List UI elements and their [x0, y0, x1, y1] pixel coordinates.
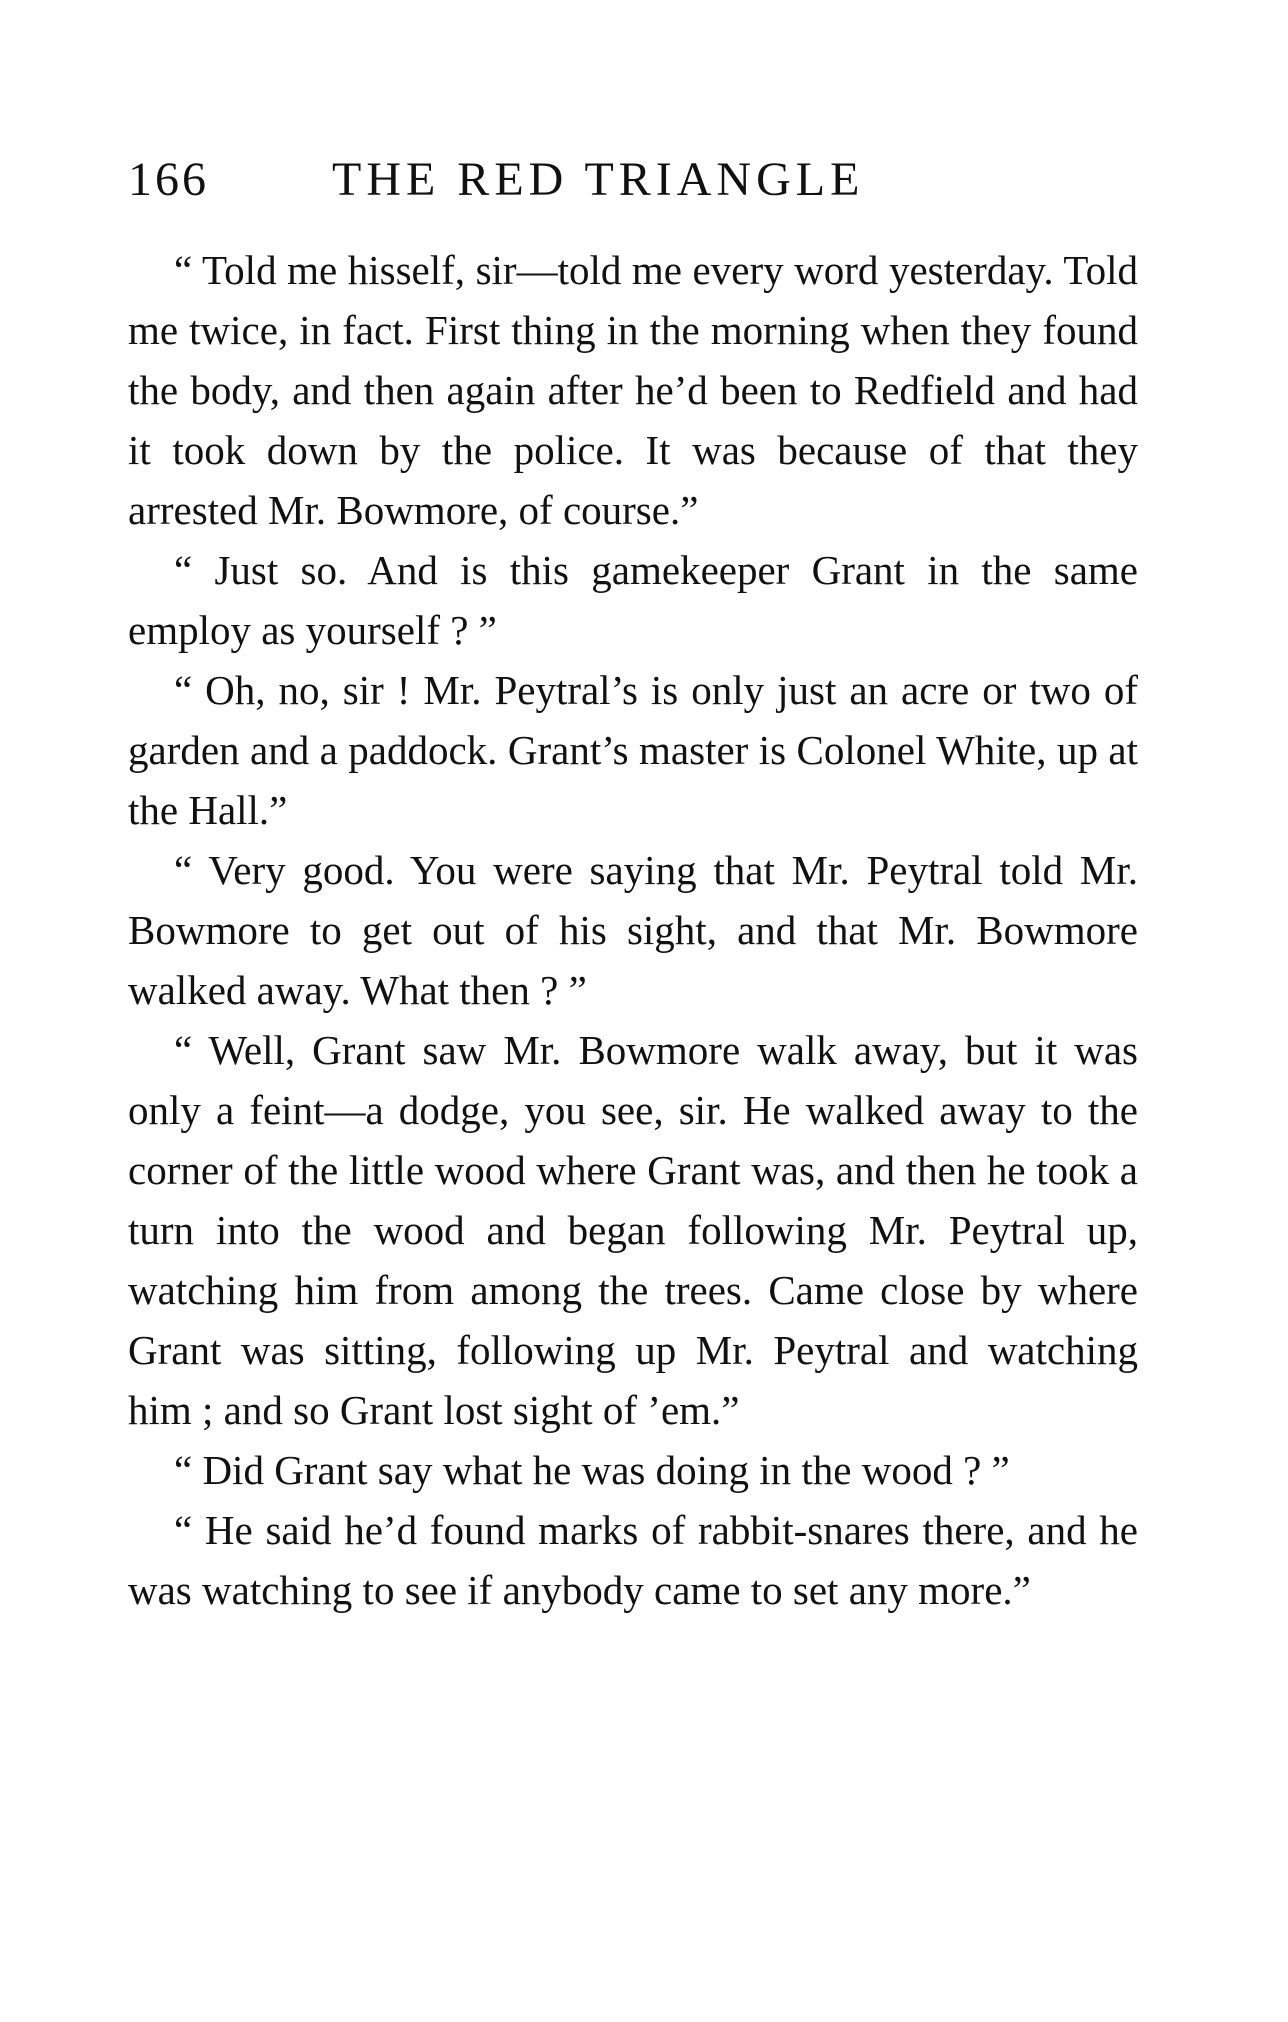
paragraph: “ Just so. And is this gamekeeper Grant in the same employ as yourself ? ”: [128, 547, 1138, 653]
page-header: [128, 150, 1138, 210]
paragraph: “ Well, Grant saw Mr. Bowmore walk away, but it was only a feint—a dodge, you see, sir. He walked away to the corner of the little wood where Grant was, and then he took a turn into the wood and began following Mr. Peytral up, watching him from among the trees. Came close by where Grant was sitting, following up Mr. Peytral and watching him ; and so Grant lost sight of ’em.”: [128, 1027, 1138, 1433]
paragraph: “ Very good. You were saying that Mr. Peytral told Mr. Bowmore to get out of his sight, and that Mr. Bowmore walked away. What then ? ”: [128, 847, 1138, 1013]
paragraph: “ Oh, no, sir ! Mr. Peytral’s is only just an acre or two of garden and a paddock. Grant’s master is Colonel White, up at the Hall.”: [128, 667, 1138, 833]
body-text: [128, 240, 1138, 1620]
paragraph: “ He said he’d found marks of rabbit-snares there, and he was watching to see if anybody came to set any more.”: [128, 1507, 1138, 1613]
running-title: THE RED TRIANGLE: [332, 153, 865, 206]
page-number: 166: [128, 153, 209, 206]
paragraph: “ Told me hisself, sir—told me every word yesterday. Told me twice, in fact. First thing in the morning when they found the body, and then again after he’d been to Redfield and had it took down by the police. It was because of that they arrested Mr. Bowmore, of course.”: [128, 247, 1138, 533]
paragraph: “ Did Grant say what he was doing in the wood ? ”: [174, 1447, 1010, 1493]
